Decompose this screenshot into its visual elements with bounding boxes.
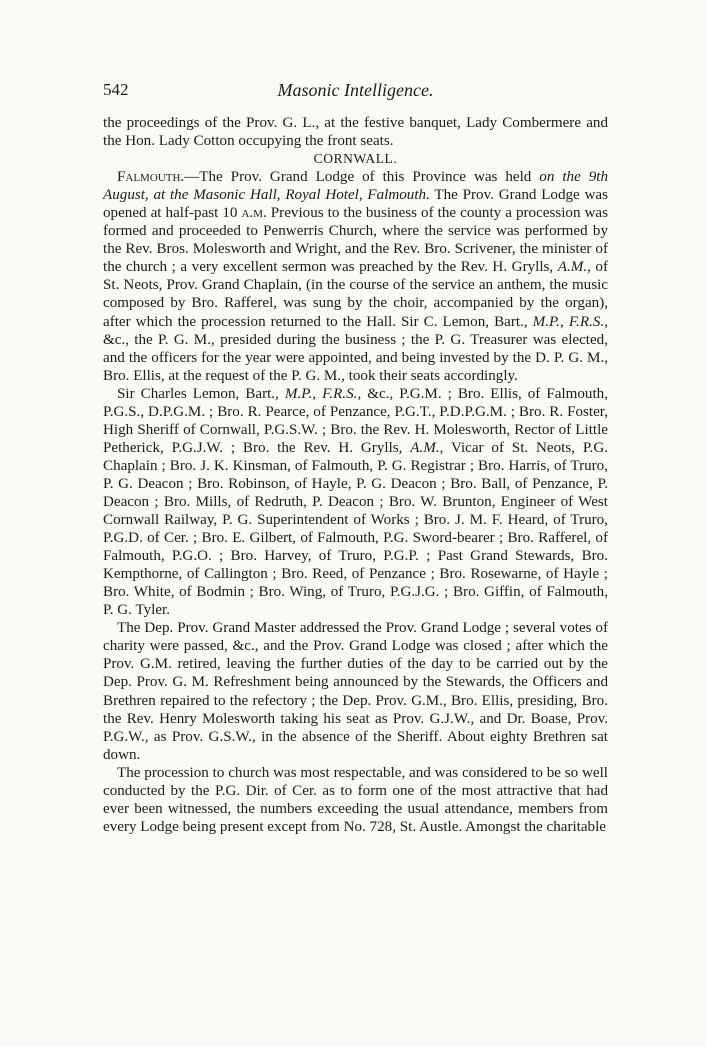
text-run: on the 9th August, at the Masonic Hall, Royal Hotel, Falmouth. <box>103 169 608 204</box>
running-title: Masonic Intelligence. <box>277 80 434 100</box>
text-run: the proceedings of the Prov. G. L., at the festive banquet, Lady Combermere and the Hon. Lady Cotton occupying the front seats. <box>103 115 608 150</box>
text-run: The Dep. Prov. Grand Master addressed the Prov. Grand Lodge ; several votes of charity were passed, &c., and the Prov. Grand Lodge was closed ; after which the Prov. G.M. retired, leaving the further duties of the day to be carried out by the Dep. Prov. G. M. Refreshment being announced by the Stewards, the Officers and Brethren repaired to the refectory ; the Dep. Prov. G.M., Bro. Ellis, presiding, Bro. the Rev. Henry Molesworth taking his seat as Prov. G.J.W., and Dr. Boase, Prov. P.G.W., as Prov. G.S.W., in the absence of the Sheriff. About eighty Brethren sat down. <box>103 620 608 763</box>
paragraph <box>103 168 608 385</box>
section-heading <box>103 150 608 168</box>
text-run: M.P., F.R.S. <box>284 385 358 402</box>
paragraph <box>103 619 608 763</box>
text-run: Previous to the business of the county a procession was formed and proceeded to Penwerris Church, where the service was performed by the Rev. Bros. Molesworth and Wright, and the Rev. Bro. Scrivener, the minister of the church ; a very excellent sermon was preached by the Rev. H. Grylls, <box>103 205 608 276</box>
page-header <box>103 80 608 104</box>
text-run: M.P., F.R.S. <box>532 313 605 330</box>
text-run: Falmouth. <box>117 169 185 186</box>
text-run: —The Prov. Grand Lodge of this Province was held <box>184 169 540 186</box>
paragraph <box>103 385 608 620</box>
text-run: A.M. <box>410 439 440 456</box>
text-run: Sir Charles Lemon, Bart., <box>117 385 285 402</box>
text-run: , &c., the P. G. M., presided during the business ; the P. G. Treasurer was elected, and the officers for the year were appointed, and being invested by the D. P. G. M., Bro. Ellis, at the request of the P. G. M., took their seats accordingly. <box>103 313 608 384</box>
text-run: , &c., P.G.M. ; Bro. Ellis, of Falmouth, P.G.S., D.P.G.M. ; Bro. R. Pearce, of Penzance, P.G.T., P.D.P.G.M. ; Bro. R. Foster, High Sheriff of Cornwall, P.G.S.W. ; Bro. the Rev. H. Molesworth, Rector of Little Petherick, P.G.J.W. ; Bro. the Rev. H. Grylls, <box>103 385 608 456</box>
text-run: , of St. Neots, Prov. Grand Chaplain, (in the course of the service an anthem, the music composed by Bro. Rafferel, was sung by the choir, accompanied by the organ), after which the procession returned to the Hall. Sir C. Lemon, Bart., <box>103 259 609 330</box>
text-run: CORNWALL. <box>313 151 398 167</box>
page-number: 542 <box>103 80 129 99</box>
paragraph <box>103 114 608 150</box>
text-run: A.M. <box>557 259 588 276</box>
text-run: , Vicar of St. Neots, P.G. Chaplain ; Bro. J. K. Kinsman, of Falmouth, P. G. Registrar ; Bro. Harris, of Truro, P. G. Deacon ; Bro. Robinson, of Hayle, P. G. Deacon ; Bro. Ball, of Penzance, P. Deacon ; Bro. Mills, of Redruth, P. Deacon ; Bro. W. Brunton, Engineer of West Cornwall Railway, P. G. Superintendent of Works ; Bro. J. M. F. Heard, of Truro, P.G.D. of Cer. ; Bro. E. Gilbert, of Falmouth, P.G. Sword-bearer ; Bro. Rafferel, of Falmouth, P.G.O. ; Bro. Harvey, of Truro, P.G.P. ; Past Grand Stewards, Bro. Kempthorne, of Callington ; Bro. Reed, of Penzance ; Bro. Rosewarne, of Hayle ; Bro. White, of Bodmin ; Bro. Wing, of Truro, P.G.J.G. ; Bro. Giffin, of Falmouth, P. G. Tyler. <box>103 439 608 619</box>
text-run: The procession to church was most respectable, and was considered to be so well conducted by the P.G. Dir. of Cer. as to form one of the most attractive that had ever been witnessed, the numbers exceeding the usual attendance, members from every Lodge being present except from No. 728, St. Austle. Amongst the charitable <box>103 764 608 835</box>
text-run: a.m. <box>241 205 267 222</box>
text-run: The Prov. Grand Lodge was opened at half-past 10 <box>103 187 608 222</box>
article-body <box>103 114 608 836</box>
paragraph <box>103 764 608 836</box>
